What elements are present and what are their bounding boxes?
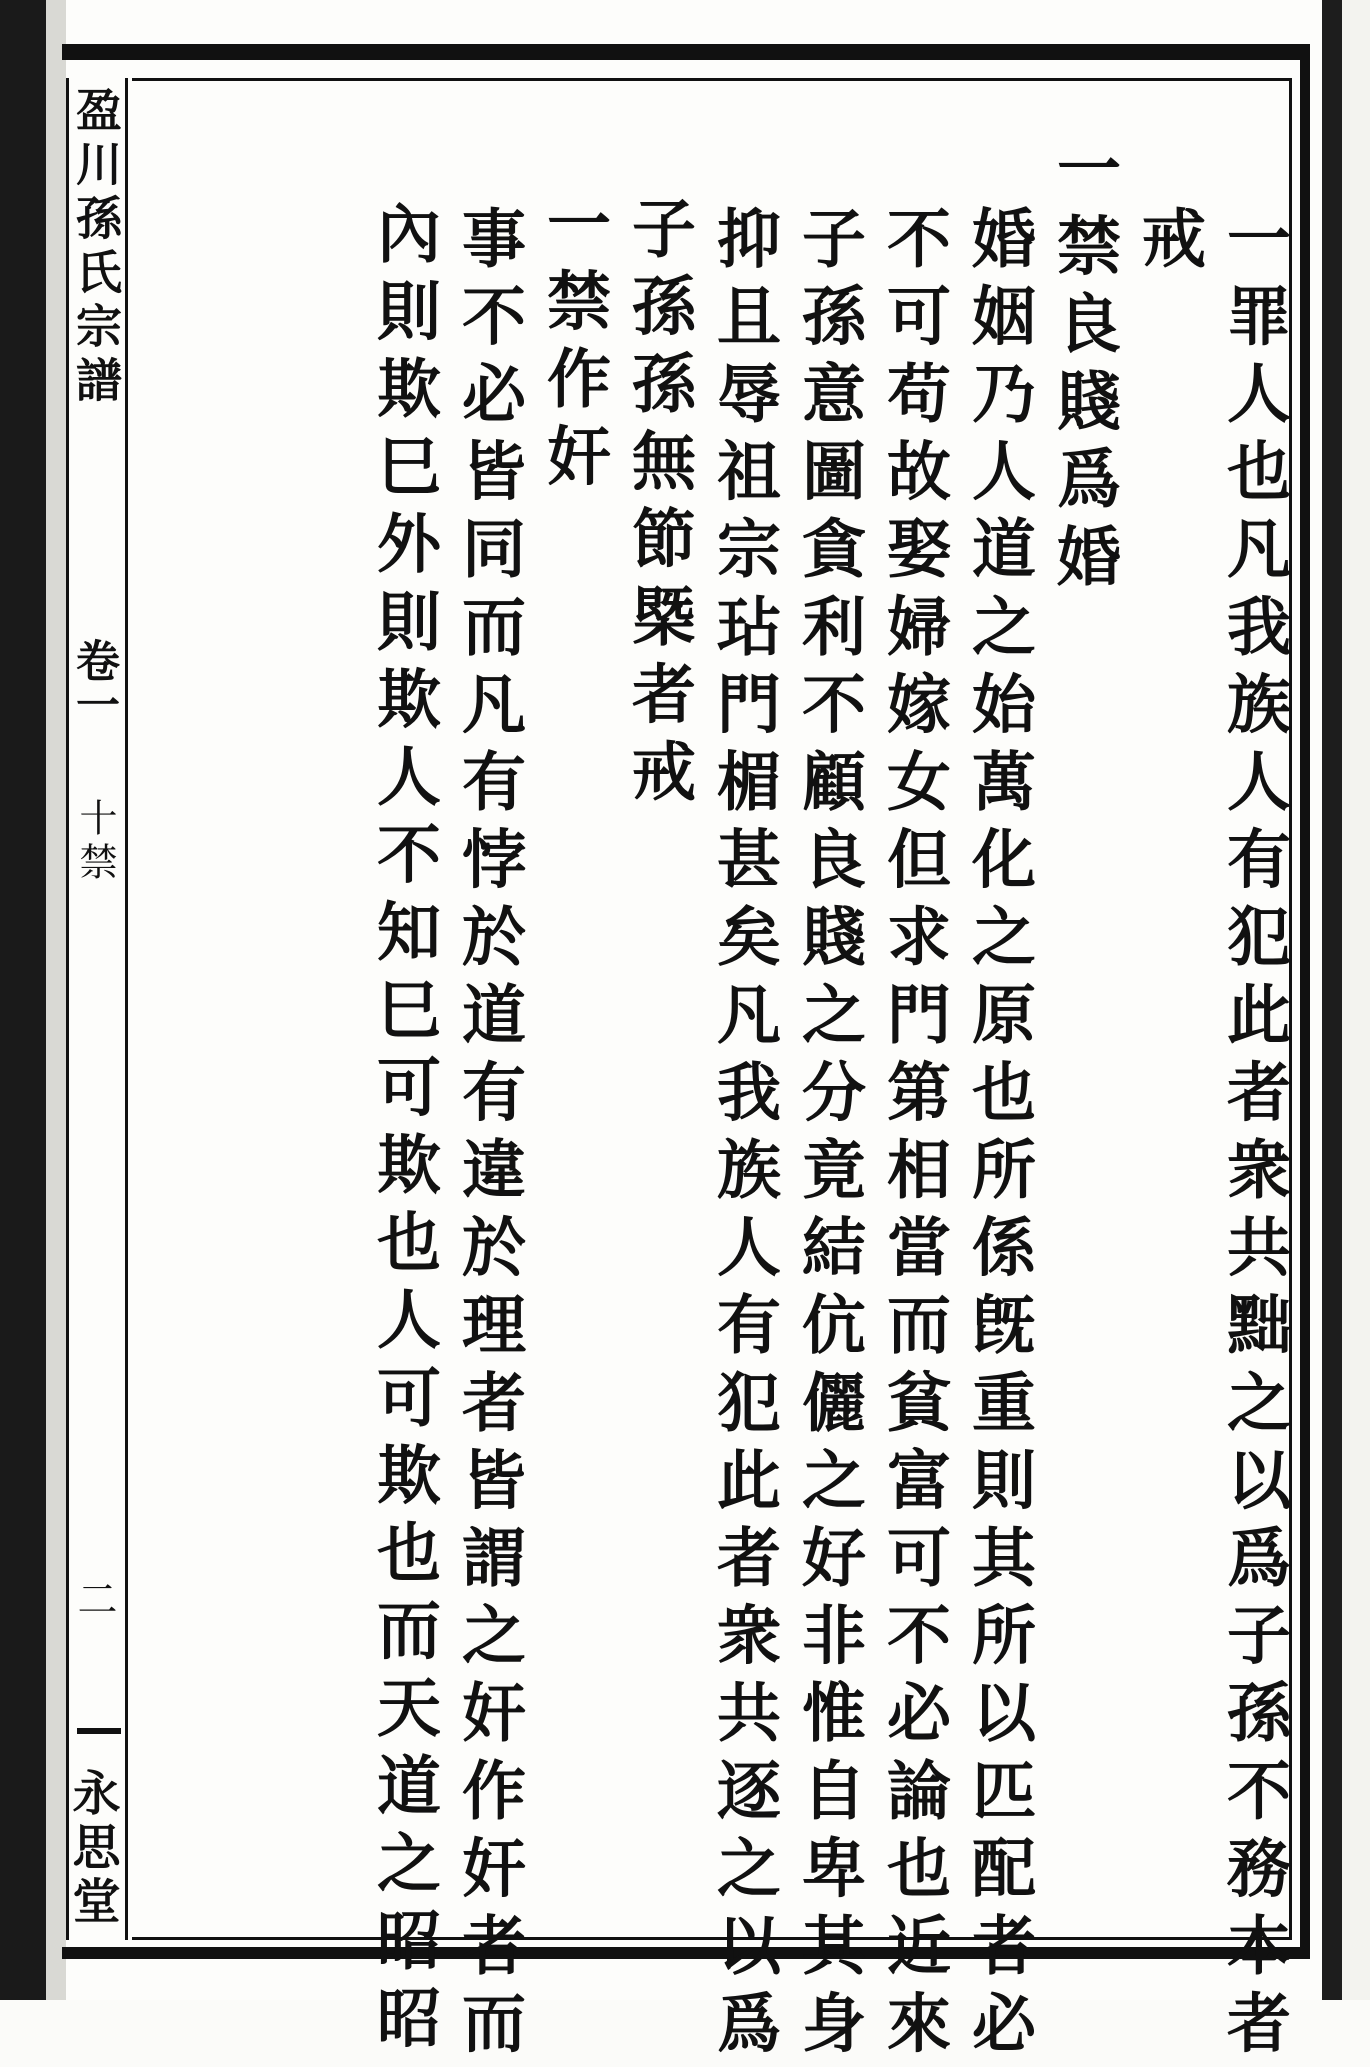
main-text [140, 135, 1305, 2067]
volume-label: 卷一 [68, 638, 119, 726]
text-column: 內則欺巳外則欺人不知巳可欺也人可欺也而天道之昭昭 [366, 200, 441, 2063]
right-margin [1342, 0, 1370, 2000]
text-column: 婚姻乃人道之始萬化之原也所係旣重則其所以匹配者必 [961, 205, 1036, 2067]
text-column: 一罪人也凡我族人有犯此者衆共黜之以爲子孫不務本者 [1216, 205, 1291, 2067]
fold-column [66, 78, 128, 1940]
page-number: 二 [71, 1578, 117, 1632]
fish-tail-mark [77, 1728, 121, 1734]
text-column: 抑且辱祖宗玷門楣甚矣凡我族人有犯此者衆共逐之以爲 [706, 205, 781, 2067]
text-column: 事不必皆同而凡有悖於道有違於理者皆謂之奸作奸者而 [451, 205, 526, 2067]
page-edge-shadow [1322, 0, 1342, 2000]
text-column: 子孫孫無節槩者戒 [621, 195, 696, 816]
section-label: 十禁 [73, 798, 117, 886]
text-column: 一禁作奸 [536, 190, 611, 501]
text-column: 一禁良賤爲婚 [1046, 135, 1121, 601]
text-column: 不可苟故娶婦嫁女但求門第相當而貧富可不必論也近來 [876, 205, 951, 2067]
text-column: 戒 [1131, 205, 1206, 283]
binding-spine [0, 0, 46, 2000]
hall-name: 永思堂 [64, 1768, 120, 1930]
text-column: 子孫意圖貪利不顧良賤之分竟結伉儷之好非惟自卑其身 [791, 205, 866, 2067]
genealogy-title: 盈川孫氏宗譜 [69, 86, 123, 410]
